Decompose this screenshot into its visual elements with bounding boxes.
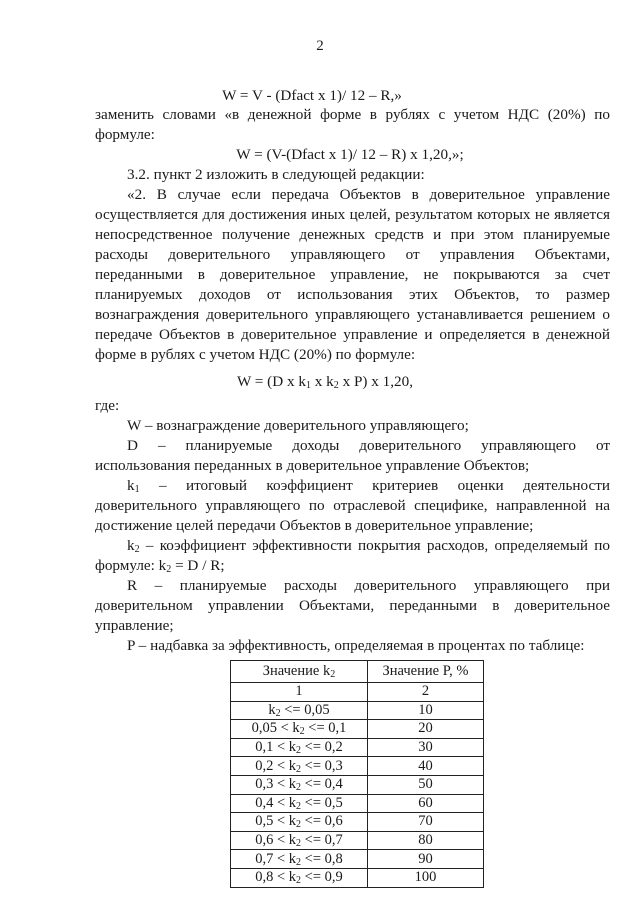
text-line: управление;: [95, 617, 174, 634]
bonus-table: [230, 660, 484, 888]
text-line: расходы доверительного управляющего от управления Объектами,: [95, 246, 610, 263]
table-cell: 100: [368, 868, 484, 887]
text-line: планируемых доходов от использования этих Объектов, то размер: [95, 286, 610, 303]
table-row: [231, 775, 484, 794]
text-line: формуле:: [95, 126, 155, 143]
definition-k2: $k_2$ – коэффициент эффективности покрытия расходов, определяемый по: [127, 537, 610, 555]
formula-old: W = V - (Dfact x 1)/ 12 – R,»: [222, 87, 402, 104]
where-label: где:: [95, 397, 120, 414]
table-cell: $0,4 < k_2 <= 0,5$: [231, 794, 368, 813]
text-line: вознаграждения доверительного управляющего устанавливается решением о: [95, 306, 610, 323]
text-line: доверительном управлении Объектами, переданными в доверительное: [95, 597, 610, 614]
table-cell: 10: [368, 701, 484, 720]
text-line: переданными в доверительное управление, не покрываются за счет: [95, 266, 610, 283]
table-cell: $0,2 < k_2 <= 0,3$: [231, 757, 368, 776]
definition-p: P – надбавка за эффективность, определяемая в процентах по таблице:: [127, 637, 585, 654]
text-line: непосредственное получение денежных средств и при этом планируемые: [95, 226, 610, 243]
text-line: заменить словами «в денежной форме в рублях с учетом НДС (20%) по: [95, 106, 610, 123]
header-p: Значение P, %: [368, 661, 484, 683]
table-row: [231, 794, 484, 813]
table-row: [231, 738, 484, 757]
table-numbering-row: [231, 683, 484, 702]
table-row: [231, 850, 484, 869]
text-line: доверительного управляющего по отраслевой специфике, направленной на: [95, 497, 610, 514]
table-cell: 60: [368, 794, 484, 813]
table-cell: 40: [368, 757, 484, 776]
clause-heading: 3.2. пункт 2 изложить в следующей редакции:: [127, 166, 425, 183]
table-cell: 20: [368, 720, 484, 739]
text-line: «2. В случае если передача Объектов в доверительное управление: [127, 186, 610, 203]
table-row: [231, 831, 484, 850]
table-cell: 1: [231, 683, 368, 702]
table-cell: 80: [368, 831, 484, 850]
text-line: использования переданных в доверительное управление Объектов;: [95, 457, 530, 474]
formula-new: W = (V-(Dfact x 1)/ 12 – R) x 1,20,»;: [236, 146, 464, 163]
text-line: формуле: $k_2 = D / R$;: [95, 557, 225, 575]
table-header-row: [231, 661, 484, 683]
text-line: форме в рублях с учетом НДС (20%) по формуле:: [95, 346, 416, 363]
table-row: [231, 813, 484, 832]
table-row: [231, 701, 484, 720]
table-cell: 50: [368, 775, 484, 794]
table-cell: 70: [368, 813, 484, 832]
table-row: [231, 720, 484, 739]
text-line: осуществляется для достижения иных целей, результатом которых не является: [95, 206, 610, 223]
table-cell: $0,1 < k_2 <= 0,2$: [231, 738, 368, 757]
table-cell: 2: [368, 683, 484, 702]
page-number: 2: [316, 38, 324, 54]
table-cell: $0,05 < k_2 <= 0,1$: [231, 720, 368, 739]
table-cell: $0,7 < k_2 <= 0,8$: [231, 850, 368, 869]
main-formula: W = (D x $k_1$ x $k_2$ x P) x 1,20,: [236, 373, 414, 391]
table-cell: 90: [368, 850, 484, 869]
table-cell: $0,5 < k_2 <= 0,6$: [231, 813, 368, 832]
table-cell: 30: [368, 738, 484, 757]
text-line: достижение целей передачи Объектов в доверительное управление;: [95, 517, 534, 534]
table-cell: $0,3 < k_2 <= 0,4$: [231, 775, 368, 794]
table-cell: $0,6 < k_2 <= 0,7$: [231, 831, 368, 850]
text-line: передаче Объектов в доверительное управление и определяется в денежной: [95, 326, 610, 343]
header-k2: Значение $k_2$: [231, 661, 368, 683]
table-cell: $k_2 <= 0,05$: [231, 701, 368, 720]
definition-d: D – планируемые доходы доверительного управляющего от: [127, 437, 610, 454]
table-row: [231, 757, 484, 776]
definition-w: W – вознаграждение доверительного управляющего;: [127, 417, 469, 434]
definition-k1: $k_1$ – итоговый коэффициент критериев оценки деятельности: [127, 477, 610, 495]
table-cell: $0,8 < k_2 <= 0,9$: [231, 868, 368, 887]
definition-r: R – планируемые расходы доверительного управляющего при: [127, 577, 610, 594]
table-row: [231, 868, 484, 887]
